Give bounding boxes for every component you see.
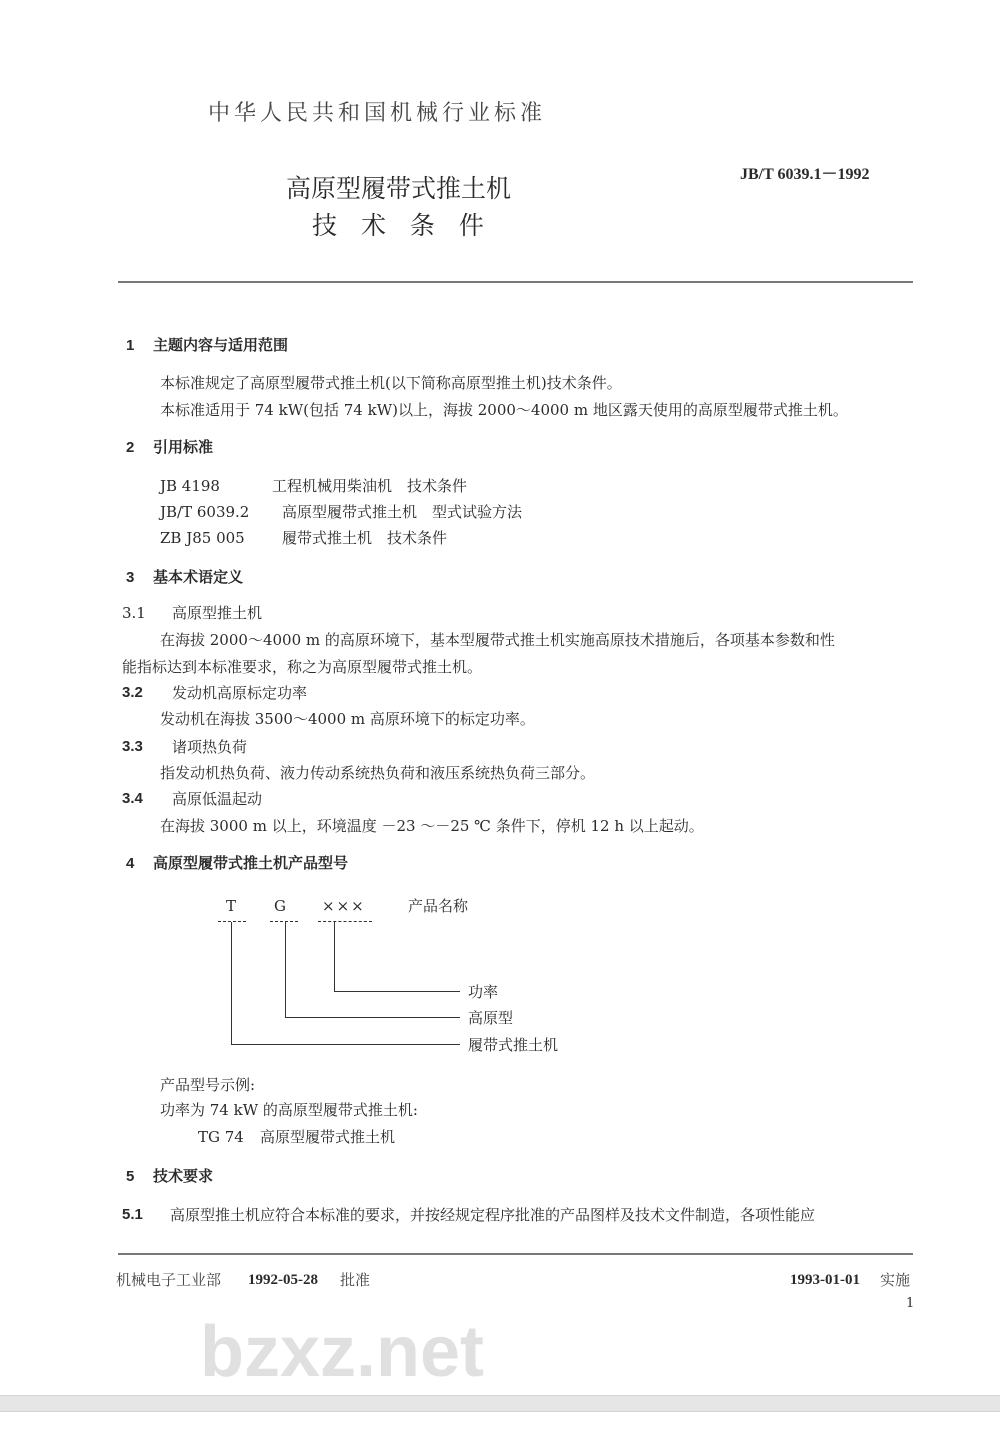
ref-code: JB 4198 xyxy=(160,477,220,495)
effective-label: 实施 xyxy=(880,1271,911,1289)
underline xyxy=(318,921,372,922)
watermark: bzxz.net xyxy=(200,1312,485,1392)
subsection-number: 3.3 xyxy=(122,738,143,755)
subsection-title: 高原低温起动 xyxy=(172,790,263,808)
connector-line xyxy=(285,922,286,1018)
underline xyxy=(218,921,246,922)
section-2-title: 引用标准 xyxy=(153,439,214,456)
connector-line xyxy=(285,1017,460,1018)
ref-code: ZB J85 005 xyxy=(160,529,245,547)
subsection-title: 发动机高原标定功率 xyxy=(172,684,308,702)
paragraph: 指发动机热负荷、液力传动系统热负荷和液压系统热负荷三部分。 xyxy=(160,764,596,782)
paragraph: 高原型推土机应符合本标准的要求，并按经规定程序批准的产品图样及技术文件制造，各项性能应 xyxy=(170,1206,816,1224)
product-name-label: 产品名称 xyxy=(408,897,469,915)
section-3-number: 3 xyxy=(126,569,135,586)
doc-number: JB/T 6039.1－1992 xyxy=(740,166,870,183)
page-separator-bar xyxy=(0,1395,1000,1412)
approve-label: 批准 xyxy=(340,1271,371,1289)
section-1-number: 1 xyxy=(126,337,135,354)
paragraph: 在海拔 3000 m 以上，环境温度 －23 ～－25 ℃ 条件下，停机 12 h 以上起动。 xyxy=(160,817,704,835)
code-letter-t: T xyxy=(226,897,237,915)
effective-date: 1993-01-01 xyxy=(790,1272,860,1288)
example-code: TG 74 xyxy=(198,1128,244,1146)
section-2-number: 2 xyxy=(126,439,135,456)
doc-subtitle: 技 术 条 件 xyxy=(312,211,492,240)
section-4-number: 4 xyxy=(126,855,135,872)
ref-title: 高原型履带式推土机 型式试验方法 xyxy=(282,503,523,521)
power-label: 功率 xyxy=(468,983,499,1001)
paragraph: 本标准适用于 74 kW(包括 74 kW)以上，海拔 2000～4000 m 地区露天使用的高原型履带式推土机。 xyxy=(160,401,848,419)
paragraph: 能指标达到本标准要求，称之为高原型履带式推土机。 xyxy=(122,658,483,676)
connector-line xyxy=(334,922,335,992)
code-placeholder: ××× xyxy=(322,897,366,915)
subsection-number: 3.1 xyxy=(122,604,146,622)
section-4-title: 高原型履带式推土机产品型号 xyxy=(153,855,349,872)
paragraph: 发动机在海拔 3500～4000 m 高原环境下的标定功率。 xyxy=(160,710,535,728)
example-description: 功率为 74 kW 的高原型履带式推土机: xyxy=(160,1101,418,1119)
paragraph: 在海拔 2000～4000 m 的高原环境下，基本型履带式推土机实施高原技术措施后，各项基本参数和性 xyxy=(160,631,835,649)
section-5-number: 5 xyxy=(126,1168,135,1185)
doc-title: 高原型履带式推土机 xyxy=(286,174,512,203)
crawler-label: 履带式推土机 xyxy=(468,1036,559,1054)
ref-code: JB/T 6039.2 xyxy=(160,503,250,521)
section-1-title: 主题内容与适用范围 xyxy=(153,337,289,354)
header-divider xyxy=(118,281,913,283)
section-5-title: 技术要求 xyxy=(153,1168,214,1185)
plateau-label: 高原型 xyxy=(468,1009,514,1027)
issuer: 机械电子工业部 xyxy=(116,1271,222,1289)
connector-line xyxy=(231,1044,460,1045)
subsection-number: 5.1 xyxy=(122,1206,143,1223)
example-label: 产品型号示例: xyxy=(160,1076,256,1094)
section-3-title: 基本术语定义 xyxy=(153,569,244,586)
connector-line xyxy=(334,991,460,992)
subsection-number: 3.4 xyxy=(122,790,143,807)
example-name: 高原型履带式推土机 xyxy=(260,1128,396,1146)
underline xyxy=(270,921,298,922)
paragraph: 本标准规定了高原型履带式推土机(以下简称高原型推土机)技术条件。 xyxy=(160,374,622,392)
subsection-number: 3.2 xyxy=(122,684,143,701)
connector-line xyxy=(231,922,232,1045)
subsection-title: 高原型推土机 xyxy=(172,604,263,622)
ref-title: 履带式推土机 技术条件 xyxy=(282,529,448,547)
footer-divider xyxy=(118,1253,913,1255)
agency-header: 中华人民共和国机械行业标准 xyxy=(208,101,547,126)
code-letter-g: G xyxy=(274,897,286,915)
approve-date: 1992-05-28 xyxy=(248,1272,318,1288)
subsection-title: 诸项热负荷 xyxy=(172,738,248,756)
page-number: 1 xyxy=(906,1296,915,1311)
ref-title: 工程机械用柴油机 技术条件 xyxy=(272,477,468,495)
